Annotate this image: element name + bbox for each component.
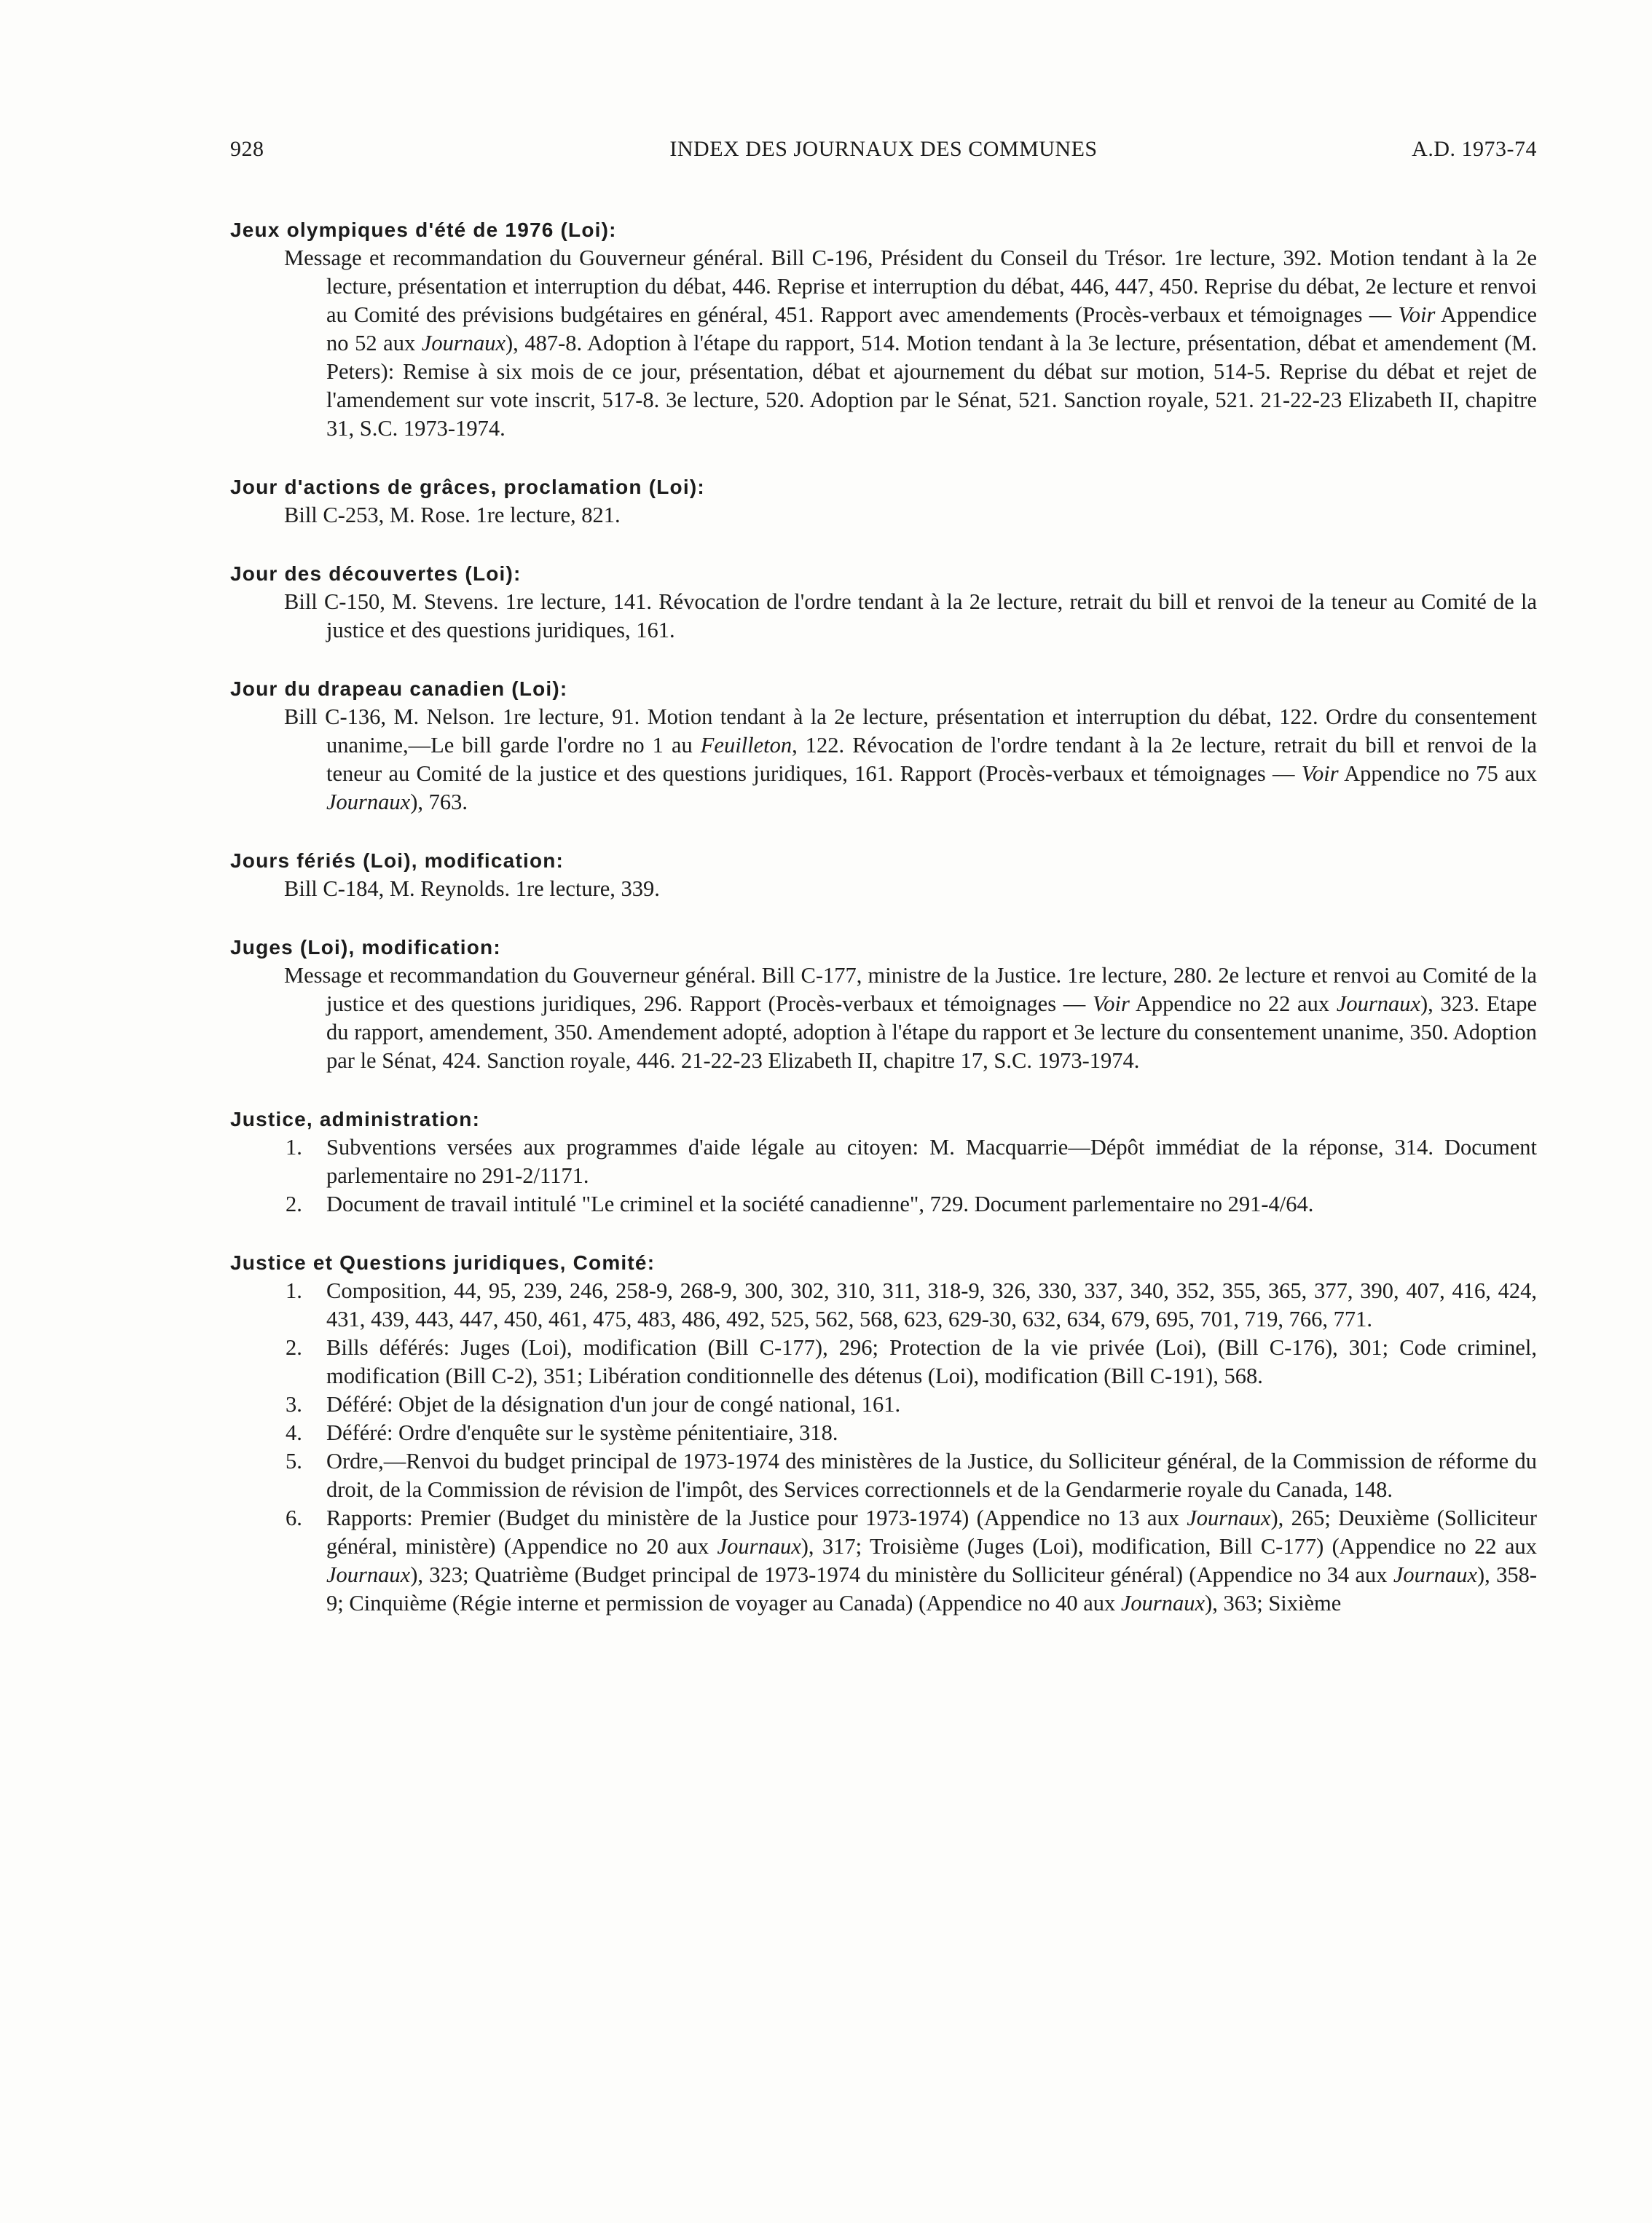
text-run: Voir <box>1301 761 1339 786</box>
item-number: 1. <box>286 1135 302 1160</box>
list-item <box>230 1334 1537 1390</box>
text-run: Rapports: Premier (Budget du ministère de la Justice pour 1973-1974) (Appendice no 13 aux <box>326 1506 1187 1530</box>
list-item <box>230 1419 1537 1447</box>
text-run: Voir <box>1398 302 1436 327</box>
text-run: Journaux <box>326 790 411 814</box>
text-run: Journaux <box>421 331 506 355</box>
item-number: 5. <box>286 1449 302 1474</box>
entry-heading: Juges (Loi), modification: <box>230 936 501 959</box>
text-run: Bill C-253, M. Rose. 1re lecture, 821. <box>284 503 621 527</box>
text-run: ), 323; Quatrième (Budget principal de 1973-1974 du ministère du Solliciteur général) (Appendice no 34 aux <box>410 1562 1393 1587</box>
entry-text <box>230 703 1537 817</box>
entry-text <box>230 588 1537 645</box>
text-run: Document de travail intitulé "Le criminel et la société canadienne", 729. Document parlementaire no 291-4/64. <box>326 1192 1314 1216</box>
entry-heading: Jours fériés (Loi), modification: <box>230 849 565 872</box>
text-run: Journaux <box>1120 1591 1205 1616</box>
text-run: ), 323. Etape du rapport, amendement, 350. Amendement adopté, adoption à l'étape du rapport et 3e lecture du consentement unanime, 350. Adoption par le Sénat, 424. Sanction royale, 446. 21-22-23 Elizabeth II, chapitre 17, S.C. 1973-1974. <box>326 991 1538 1073</box>
list-item <box>230 1190 1537 1219</box>
text-run: Message et recommandation du Gouverneur général. Bill C-177, ministre de la Justice. 1re lecture, 280. 2e lecture et renvoi au Comité de la justice et des questions juridiques, 296. Rapport (Procès-verbaux et témoignages — <box>284 963 1537 1016</box>
entry-text <box>230 244 1537 443</box>
text-run: ), 265; Deuxième (Solliciteur général, ministère) (Appendice no 20 aux <box>326 1506 1537 1559</box>
text-run: Journaux <box>1187 1506 1271 1530</box>
entry-heading: Jour des découvertes (Loi): <box>230 562 522 585</box>
text-run: ), 317; Troisième (Juges (Loi), modification, Bill C-177) (Appendice no 22 aux <box>801 1534 1538 1559</box>
text-run: ), 358-9; Cinquième (Régie interne et permission de voyager au Canada) (Appendice no 40 aux <box>326 1562 1537 1616</box>
index-entry <box>230 674 1537 817</box>
text-run: Appendice no 75 aux <box>1338 761 1538 786</box>
text-run: Composition, 44, 95, 239, 246, 258-9, 268-9, 300, 302, 310, 311, 318-9, 326, 330, 337, 340, 352, 355, 365, 377, 390, 407, 416, 424, 431, 439, 443, 447, 450, 461, 475, 483, 486, 492, 525, 562, 568, 623, 629-30, 632, 634, 679, 695, 701, 719, 766, 771. <box>326 1278 1537 1331</box>
entry-items <box>230 1277 1537 1618</box>
page-title: INDEX DES JOURNAUX DES COMMUNES <box>669 137 1098 161</box>
index-content <box>230 216 1537 1648</box>
list-item <box>230 1277 1537 1334</box>
list-item <box>230 1504 1537 1618</box>
page-number: 928 <box>230 137 264 161</box>
entry-text <box>230 501 1537 530</box>
item-number: 2. <box>286 1335 302 1360</box>
text-run: Feuilleton <box>700 733 792 758</box>
entry-heading: Justice et Questions juridiques, Comité: <box>230 1251 656 1274</box>
text-run: ), 763. <box>410 790 468 814</box>
text-run: Voir <box>1092 991 1130 1016</box>
text-run: Appendice no 52 aux <box>326 302 1537 355</box>
text-run: Subventions versées aux programmes d'aide légale au citoyen: M. Macquarrie—Dépôt immédiat de la réponse, 314. Document parlementaire no 291-2/1171. <box>326 1135 1537 1188</box>
entry-heading: Jour du drapeau canadien (Loi): <box>230 677 568 700</box>
item-number: 1. <box>286 1278 302 1303</box>
text-run: Bills déférés: Juges (Loi), modification (Bill C-177), 296; Protection de la vie privée (Loi), (Bill C-176), 301; Code criminel, modification (Bill C-2), 351; Libération conditionnelle des détenus (Loi), modification (Bill C-191), 568. <box>326 1335 1537 1388</box>
list-item <box>230 1390 1537 1419</box>
entry-heading: Jour d'actions de grâces, proclamation (Loi): <box>230 476 705 498</box>
item-number: 2. <box>286 1192 302 1216</box>
index-entry <box>230 1105 1537 1219</box>
item-number: 3. <box>286 1392 302 1417</box>
text-run: Bill C-184, M. Reynolds. 1re lecture, 339. <box>284 876 660 901</box>
text-run: Journaux <box>1336 991 1421 1016</box>
text-run: ), 363; Sixième <box>1205 1591 1342 1616</box>
text-run: Déféré: Objet de la désignation d'un jour de congé national, 161. <box>326 1392 901 1417</box>
text-run: Déféré: Ordre d'enquête sur le système pénitentiaire, 318. <box>326 1420 838 1445</box>
entry-heading: Justice, administration: <box>230 1108 481 1130</box>
list-item <box>230 1133 1537 1190</box>
page-year: A.D. 1973-74 <box>1412 137 1537 161</box>
entry-text <box>230 961 1537 1075</box>
list-item <box>230 1447 1537 1504</box>
index-entry <box>230 1248 1537 1618</box>
index-entry <box>230 473 1537 530</box>
entry-items <box>230 1133 1537 1219</box>
text-run: Bill C-136, M. Nelson. 1re lecture, 91. Motion tendant à la 2e lecture, présentation et interruption du débat, 122. Ordre du consentement unanime,—Le bill garde l'ordre no 1 au <box>284 704 1537 758</box>
text-run: Bill C-150, M. Stevens. 1re lecture, 141. Révocation de l'ordre tendant à la 2e lecture, retrait du bill et renvoi de la teneur au Comité de la justice et des questions juridiques, 161. <box>284 589 1537 642</box>
running-header <box>230 137 1537 172</box>
text-run: , 122. Révocation de l'ordre tendant à la 2e lecture, retrait du bill et renvoi de la teneur au Comité de la justice et des questions juridiques, 161. Rapport (Procès-verbaux et témoignages — <box>326 733 1538 786</box>
text-run: Ordre,—Renvoi du budget principal de 1973-1974 des ministères de la Justice, du Solliciteur général, de la Commission de réforme du droit, de la Commission de révision de l'impôt, des Services correctionnels et de la Gendarmerie royale du Canada, 148. <box>326 1449 1537 1502</box>
entry-heading: Jeux olympiques d'été de 1976 (Loi): <box>230 219 617 241</box>
entry-text <box>230 875 1537 903</box>
text-run: Message et recommandation du Gouverneur général. Bill C-196, Président du Conseil du Trésor. 1re lecture, 392. Motion tendant à la 2e lecture, présentation et interruption du débat, 446. Reprise et interruption du débat, 446, 447, 450. Reprise du débat, 2e lecture et renvoi au Comité des prévisions budgétaires en général, 451. Rapport avec amendements (Procès-verbaux et témoignages — <box>284 245 1537 327</box>
index-entry <box>230 933 1537 1075</box>
index-entry <box>230 846 1537 903</box>
text-run: Appendice no 22 aux <box>1129 991 1337 1016</box>
text-run: Journaux <box>326 1562 411 1587</box>
text-run: ), 487-8. Adoption à l'étape du rapport, 514. Motion tendant à la 3e lecture, présentation, débat et amendement (M. Peters): Remise à six mois de ce jour, présentation, débat et ajournement du débat sur motion, 514-5. Reprise du débat et rejet de l'amendement sur vote inscrit, 517-8. 3e lecture, 520. Adoption par le Sénat, 521. Sanction royale, 521. 21-22-23 Elizabeth II, chapitre 31, S.C. 1973-1974. <box>326 331 1537 441</box>
item-number: 4. <box>286 1420 302 1445</box>
text-run: Journaux <box>717 1534 801 1559</box>
index-entry <box>230 216 1537 443</box>
item-number: 6. <box>286 1506 302 1530</box>
text-run: Journaux <box>1393 1562 1478 1587</box>
index-entry <box>230 559 1537 645</box>
